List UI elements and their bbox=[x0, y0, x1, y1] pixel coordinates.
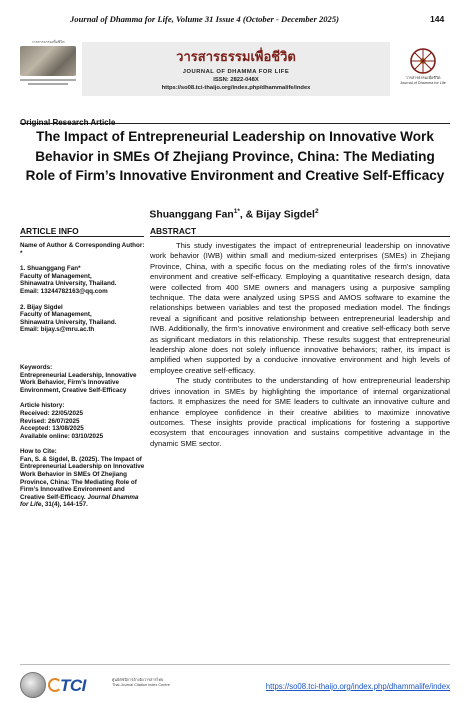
article-title: The Impact of Entrepreneurial Leadership on Innovative Work Behavior in SMEs Of Zhejiang Province, China: The Mediating Role of Firm’s Innovative Environment and Creative Self-Efficacy bbox=[25, 129, 445, 183]
temple-photo-icon bbox=[20, 46, 76, 76]
author-2-faculty: Faculty of Management, bbox=[20, 311, 92, 319]
citation bbox=[20, 456, 146, 509]
citation-journal: Journal Dhamma for Life bbox=[20, 493, 139, 509]
author-1-university: Shinawatra University, Thailand. bbox=[20, 280, 117, 288]
abstract-paragraph-1: This study investigates the impact of entrepreneurial leadership on innovative work behavior (IWB) within small and medium-sized enterprises (SMEs) in Zhejiang Province, China, with a specific focus on the mediating roles of the firm’s innovative environment and creative self-efficacy. Employing a quantitative research design, data were collected from 400 SME owners and managers using a purposive sampling technique. The data were analyzed using SPSS and AMOS software to examine the relationships between variables and test the proposed mediation model. The findings reveal a significant and positive relationship between entrepreneurial leadership and IWB. Additionally, the firm’s innovative environment and creative self-efficacy both serve as significant mediators in this relationship. These results suggest that entrepreneurial leadership alone does not solely influence innovative behaviors; rather, its impact is amplified when supported by a conducive innovative environment and high levels of employee creative self-efficacy. bbox=[150, 241, 450, 375]
page-number: 144 bbox=[430, 14, 445, 24]
cite-label: How to Cite: bbox=[20, 448, 57, 456]
journal-banner bbox=[20, 40, 450, 98]
author-2: Bijay Sigdel bbox=[256, 209, 315, 221]
author-2-email[interactable]: Email: bijay.s@mru.ac.th bbox=[20, 326, 95, 334]
received-date: Received: 22/05/2025 bbox=[20, 409, 84, 417]
left-logo bbox=[20, 40, 76, 98]
author-1-faculty: Faculty of Management, bbox=[20, 272, 92, 280]
article-type-row bbox=[20, 112, 450, 127]
corresponding-author-label: Name of Author & Corresponding Author: * bbox=[20, 242, 145, 257]
author-separator: , & bbox=[239, 209, 257, 221]
history-label: Article history: bbox=[20, 402, 65, 410]
tci-logo bbox=[50, 676, 110, 696]
tci-caption bbox=[112, 678, 170, 688]
right-logo-caption-en: Journal of Dhamma for Life bbox=[400, 80, 446, 85]
dharma-wheel-icon bbox=[406, 46, 440, 76]
decorative-line bbox=[28, 83, 67, 85]
keywords: Entrepreneurial Leadership, Innovative Work Behavior, Firm’s Innovative Environment, Creative Self-Efficacy bbox=[20, 371, 137, 394]
thai-journal-title: วารสารธรรมเพื่อชีวิต bbox=[176, 50, 296, 65]
left-logo-caption: วารสารธรรมเพื่อชีวิต bbox=[31, 40, 65, 44]
english-journal-title: JOURNAL OF DHAMMA FOR LIFE bbox=[182, 69, 290, 75]
revised-date: Revised: 26/07/2025 bbox=[20, 417, 80, 425]
abstract-paragraph-2: The study contributes to the understanding of how entrepreneurial leadership drives innovation in SMEs by highlighting the importance of internal organizational factors. It emphasizes the need for SME leaders to cultivate an innovative culture and enhance employee confidence in their creative abilities to maximize innovative outcomes. These insights provide practical implications for fostering a supportive ecosystem that encourages innovation and sustains competitive advantage in the dynamic SME sector. bbox=[150, 376, 450, 448]
citation-tail: , 31(4), 144-157. bbox=[41, 501, 88, 509]
author-line bbox=[0, 208, 468, 220]
available-date: Available online: 03/10/2025 bbox=[20, 432, 104, 440]
accepted-date: Accepted: 13/08/2025 bbox=[20, 425, 84, 433]
page-footer bbox=[20, 670, 450, 700]
keywords-label: Keywords: bbox=[20, 363, 53, 371]
journal-url[interactable]: https://so08.tci-thaijo.org/index.php/dhammalife/index bbox=[161, 85, 311, 91]
running-header bbox=[0, 14, 468, 28]
tci-wordmark: TCI bbox=[60, 676, 86, 695]
author-2-name: 2. Bijay Sigdel bbox=[20, 303, 63, 311]
abstract-body bbox=[150, 241, 450, 449]
tci-caption-th: ศูนย์ดัชนีการอ้างอิงวารสารไทย bbox=[112, 678, 164, 682]
journal-running-title: Journal of Dhamma for Life, Volume 31 Issue 4 (October - December 2025) bbox=[70, 14, 340, 24]
decorative-line bbox=[20, 79, 76, 81]
article-info-heading: ARTICLE INFO bbox=[20, 226, 144, 237]
issn: ISSN: 2822-048X bbox=[213, 77, 259, 83]
right-logo bbox=[394, 46, 452, 94]
tci-caption-en: Thai-Journal Citation Index Centre bbox=[112, 683, 170, 687]
citation-text: Fan, S. & Sigdel, B. (2025). The Impact of Entrepreneurial Leadership on Innovative Work Behavior in SMEs Of Zhejiang Province, China: The Mediating Role of Firm’s Innovative Environment and Creative Self-Efficacy. bbox=[20, 455, 145, 501]
banner-title-block bbox=[82, 42, 390, 96]
seal-icon bbox=[20, 672, 46, 698]
article-info-panel bbox=[20, 242, 146, 509]
article-type: Original Research Article bbox=[20, 118, 116, 127]
abstract-heading: ABSTRACT bbox=[150, 226, 450, 237]
author-2-marker: 2 bbox=[314, 208, 319, 215]
footer-journal-link[interactable]: https://so08.tci-thaijo.org/index.php/dhammalife/index bbox=[265, 682, 450, 691]
author-1: Shuanggang Fan bbox=[149, 209, 234, 221]
footer-divider bbox=[20, 664, 450, 665]
author-1-marker: 1* bbox=[233, 208, 240, 215]
author-1-name: 1. Shuanggang Fan* bbox=[20, 265, 81, 273]
author-2-university: Shinawatra University, Thailand. bbox=[20, 318, 117, 326]
author-1-email[interactable]: Email: 13244782163@qq.com bbox=[20, 287, 108, 295]
right-logo-caption-th: วารสารธรรมเพื่อชีวิต bbox=[405, 76, 441, 80]
